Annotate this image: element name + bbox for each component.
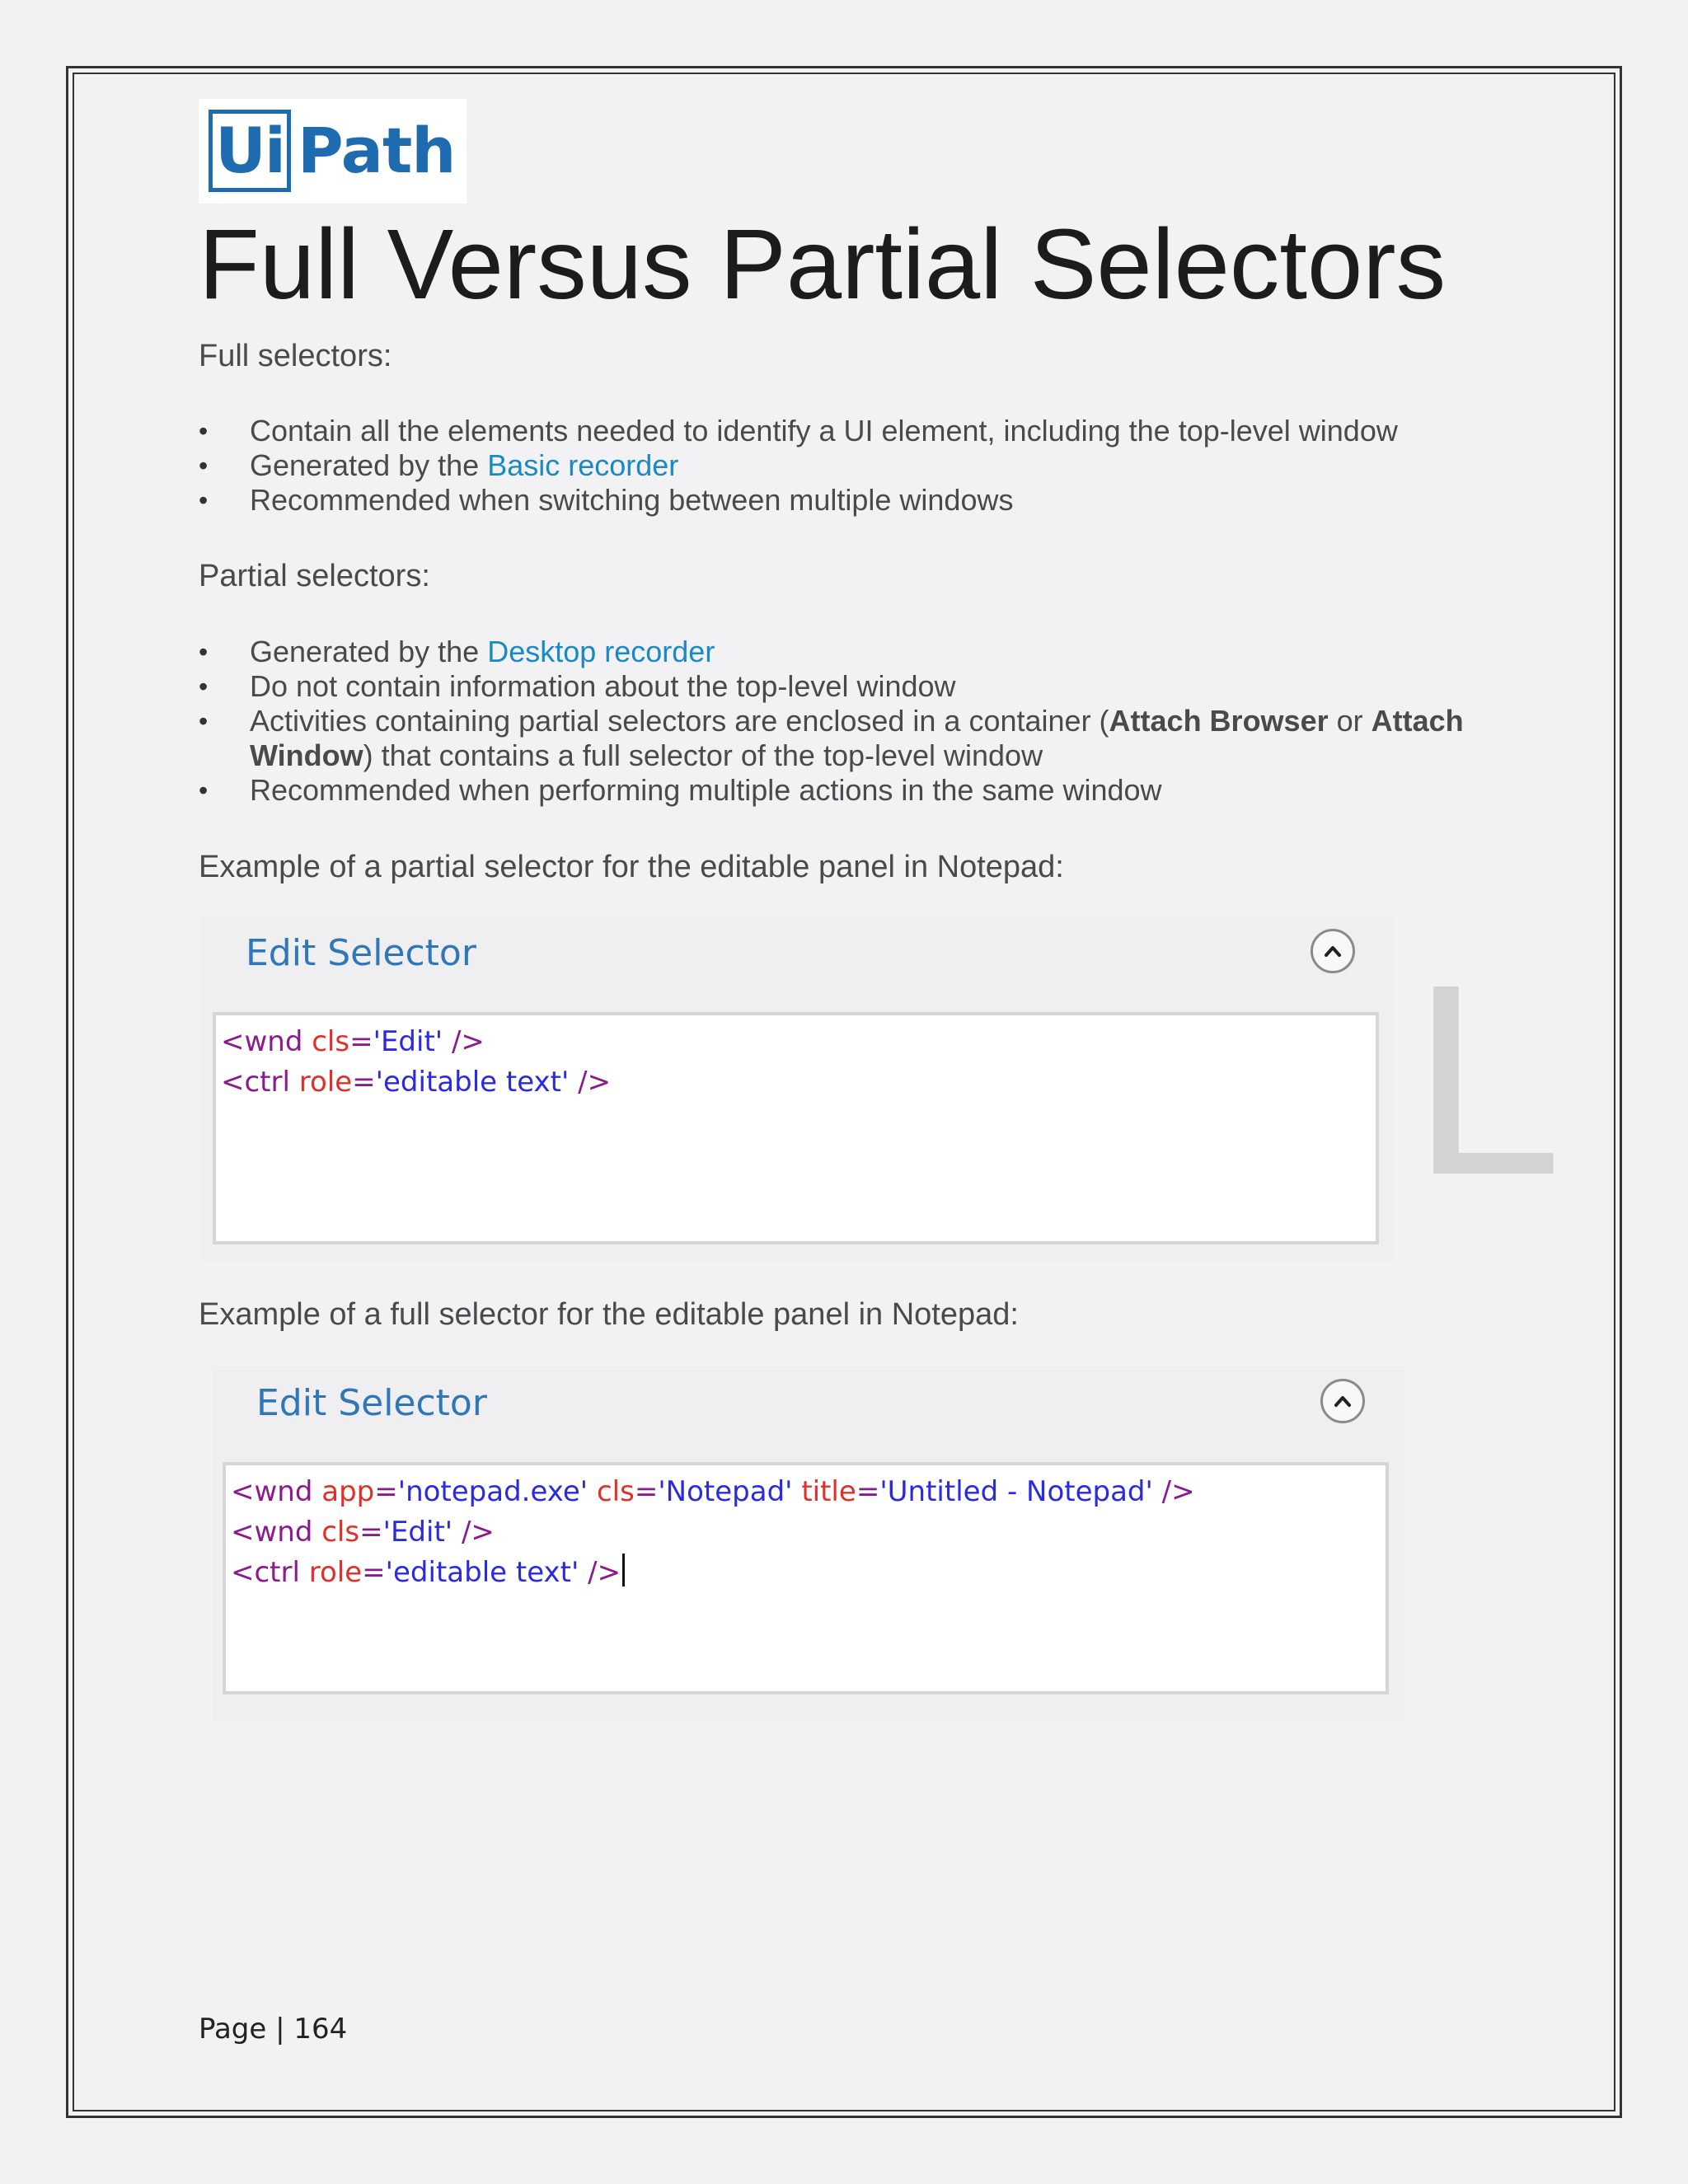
list-item: • Do not contain information about the top-level window <box>199 669 1517 704</box>
uipath-logo <box>199 99 467 204</box>
watermark-letter: L <box>1411 927 1563 1231</box>
full-selectors-list <box>199 414 1517 518</box>
edit-selector-panel-partial <box>201 916 1394 1261</box>
text-caret <box>622 1554 625 1586</box>
panel-title: Edit Selector <box>246 932 476 974</box>
code-line: <wnd cls='Edit' /> <box>231 1516 495 1549</box>
edit-selector-panel-full <box>213 1366 1405 1721</box>
chevron-up-icon <box>1324 944 1342 958</box>
code-line: <wnd cls='Edit' /> <box>221 1025 485 1058</box>
list-item: • Recommended when switching between multiple windows <box>199 483 1517 518</box>
basic-recorder-link[interactable]: Basic recorder <box>487 448 679 482</box>
full-example-caption: Example of a full selector for the editable panel in Notepad: <box>199 1297 1019 1332</box>
list-item: • Recommended when performing multiple actions in the same window <box>199 773 1517 808</box>
partial-example-caption: Example of a partial selector for the editable panel in Notepad: <box>199 850 1064 884</box>
page-number: 164 <box>293 2013 348 2046</box>
collapse-button[interactable] <box>1320 1379 1365 1423</box>
list-item: • Generated by the Basic recorder <box>199 448 1517 483</box>
logo-path-text: Path <box>298 114 456 187</box>
logo-ui-box: Ui <box>209 110 291 192</box>
partial-selectors-heading: Partial selectors: <box>199 559 430 593</box>
full-selectors-heading: Full selectors: <box>199 339 392 373</box>
code-line: <ctrl role='editable text' /> <box>231 1553 1381 1593</box>
selector-code-editor[interactable] <box>223 1462 1389 1694</box>
partial-selectors-list <box>199 635 1517 808</box>
page-title: Full Versus Partial Selectors <box>199 208 1447 320</box>
desktop-recorder-link[interactable]: Desktop recorder <box>487 635 715 668</box>
code-line: <ctrl role='editable text' /> <box>221 1066 612 1099</box>
list-item: • Contain all the elements needed to identify a UI element, including the top-level window <box>199 414 1517 448</box>
list-item: • Activities containing partial selectors are enclosed in a container (Attach Browser or Attach Window) that contains a full selector of the top-level window <box>199 704 1517 773</box>
selector-code-editor[interactable] <box>213 1012 1379 1244</box>
panel-title: Edit Selector <box>256 1382 487 1424</box>
list-item: • Generated by the Desktop recorder <box>199 635 1517 669</box>
code-line: <wnd app='notepad.exe' cls='Notepad' title='Untitled - Notepad' /> <box>231 1475 1195 1508</box>
collapse-button[interactable] <box>1311 929 1355 973</box>
page-footer: Page | 164 <box>199 2013 348 2046</box>
chevron-up-icon <box>1334 1394 1352 1408</box>
